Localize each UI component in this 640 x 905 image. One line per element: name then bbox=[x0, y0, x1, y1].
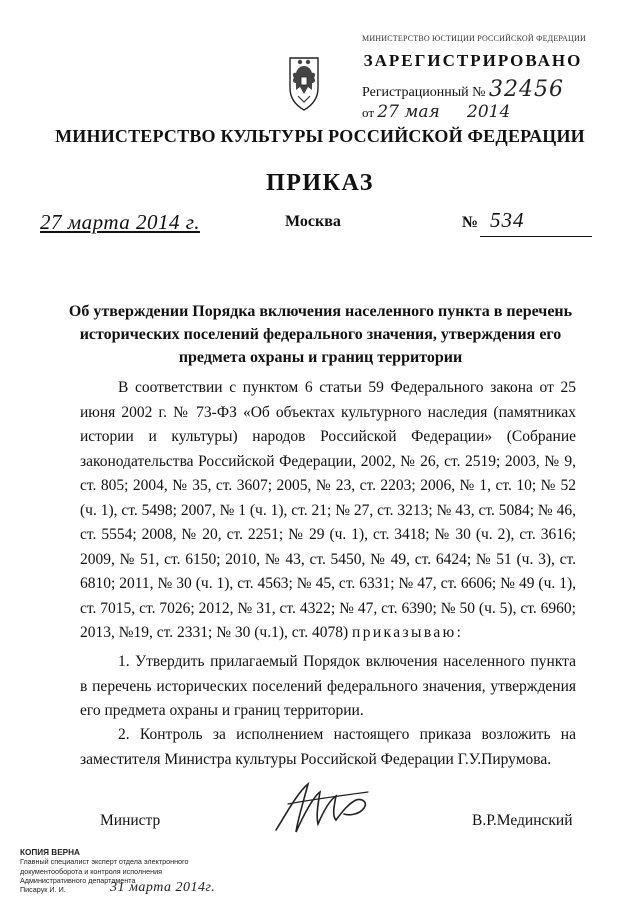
handwritten-signature bbox=[268, 774, 378, 842]
stamp-date-row bbox=[362, 102, 584, 122]
order-city: Москва bbox=[285, 213, 341, 230]
signatory-name: В.Р.Мединский bbox=[472, 812, 573, 829]
order-word: приказываю: bbox=[352, 624, 464, 641]
ministry-title: МИНИСТЕРСТВО КУЛЬТУРЫ РОССИЙСКОЙ ФЕДЕРАЦИИ bbox=[55, 126, 585, 146]
stamp-ministry-line: МИНИСТЕРСТВО ЮСТИЦИИ РОССИЙСКОЙ ФЕДЕРАЦИИ bbox=[362, 34, 586, 43]
stamp-date: 27 мая bbox=[377, 102, 440, 122]
stamp-year: 2014 bbox=[467, 102, 511, 122]
order-item-1: 1. Утвердить прилагаемый Порядок включения населенного пункта в перечень исторических поселений федерального значения, утверждения его предмета охраны и границ территории. bbox=[80, 653, 576, 719]
certification-line-2: документооборота и контроля исполнения bbox=[20, 866, 162, 876]
certification-signature-date: 31 марта 2014г. bbox=[110, 880, 216, 895]
order-item-2: 2. Контроль за исполнением настоящего приказа возложить на заместителя Министра культуры Российской Федерации Г.У.Пирумова. bbox=[80, 726, 576, 768]
order-subject: Об утверждении Порядка включения населенного пункта в перечень исторических поселений федерального значения, утверждения его предмета охраны и границ территории bbox=[68, 303, 573, 366]
preamble-text: В соответствии с пунктом 6 статьи 59 Федерального закона от 25 июня 2002 г. № 73-ФЗ «Об объектах культурного наследия (памятниках истории и культуры) народов Российской Федерации» (Собрание законодательства Российской Федерации, 2002, № 26, ст. 2519; 2003, № 9, ст. 805; 2004, № 35, ст. 3607; 2005, № 23, ст. 2203; 2006, № 1, ст. 10; № 52 (ч. 1), ст. 5498; 2007, № 1 (ч. 1), ст. 21; № 27, ст. 3213; № 43, ст. 5084; № 46, ст. 5554; 2008, № 20, ст. 2251; № 29 (ч. 1), ст. 3418; № 30 (ч. 2), ст. 3616; 2009, № 51, ст. 6150; 2010, № 43, ст. 5450, № 49, ст. 6424; № 51 (ч. 3), ст. 6810; 2011, № 30 (ч. 1), ст. 4563; № 45, ст. 6331; № 47, ст. 6606; № 49 (ч. 1), ст. 7015, ст. 7026; 2012, № 31, ст. 4322; № 47, ст. 6390; № 50 (ч. 5), ст. 6960; 2013, №19, ст. 2331; № 30 (ч.1), ст. 4078) bbox=[80, 379, 576, 641]
preamble-paragraph bbox=[80, 376, 576, 646]
certification-line-3: Административного департамента bbox=[20, 875, 136, 885]
order-number-underline bbox=[480, 236, 592, 237]
certification-line-4: Писарук И. И. bbox=[20, 885, 66, 895]
stamp-date-prefix: от bbox=[362, 105, 375, 120]
certification-title: КОПИЯ ВЕРНА bbox=[20, 848, 80, 857]
order-date: 27 марта 2014 г. bbox=[40, 210, 200, 234]
order-title: ПРИКАЗ bbox=[266, 170, 374, 196]
coat-of-arms-emblem bbox=[284, 52, 324, 114]
stamp-registered-label: ЗАРЕГИСТРИРОВАНО bbox=[363, 51, 583, 70]
stamp-reg-number-row bbox=[362, 77, 584, 102]
stamp-reg-number-label: Регистрационный № bbox=[362, 85, 486, 100]
signatory-position: Министр bbox=[100, 812, 161, 829]
registration-stamp bbox=[362, 34, 584, 122]
stamp-reg-number: 32456 bbox=[489, 77, 564, 102]
order-number-label: № bbox=[462, 214, 479, 231]
certification-line-1: Главный специалист эксперт отдела электронного bbox=[20, 857, 189, 867]
order-number: 534 bbox=[490, 208, 525, 232]
